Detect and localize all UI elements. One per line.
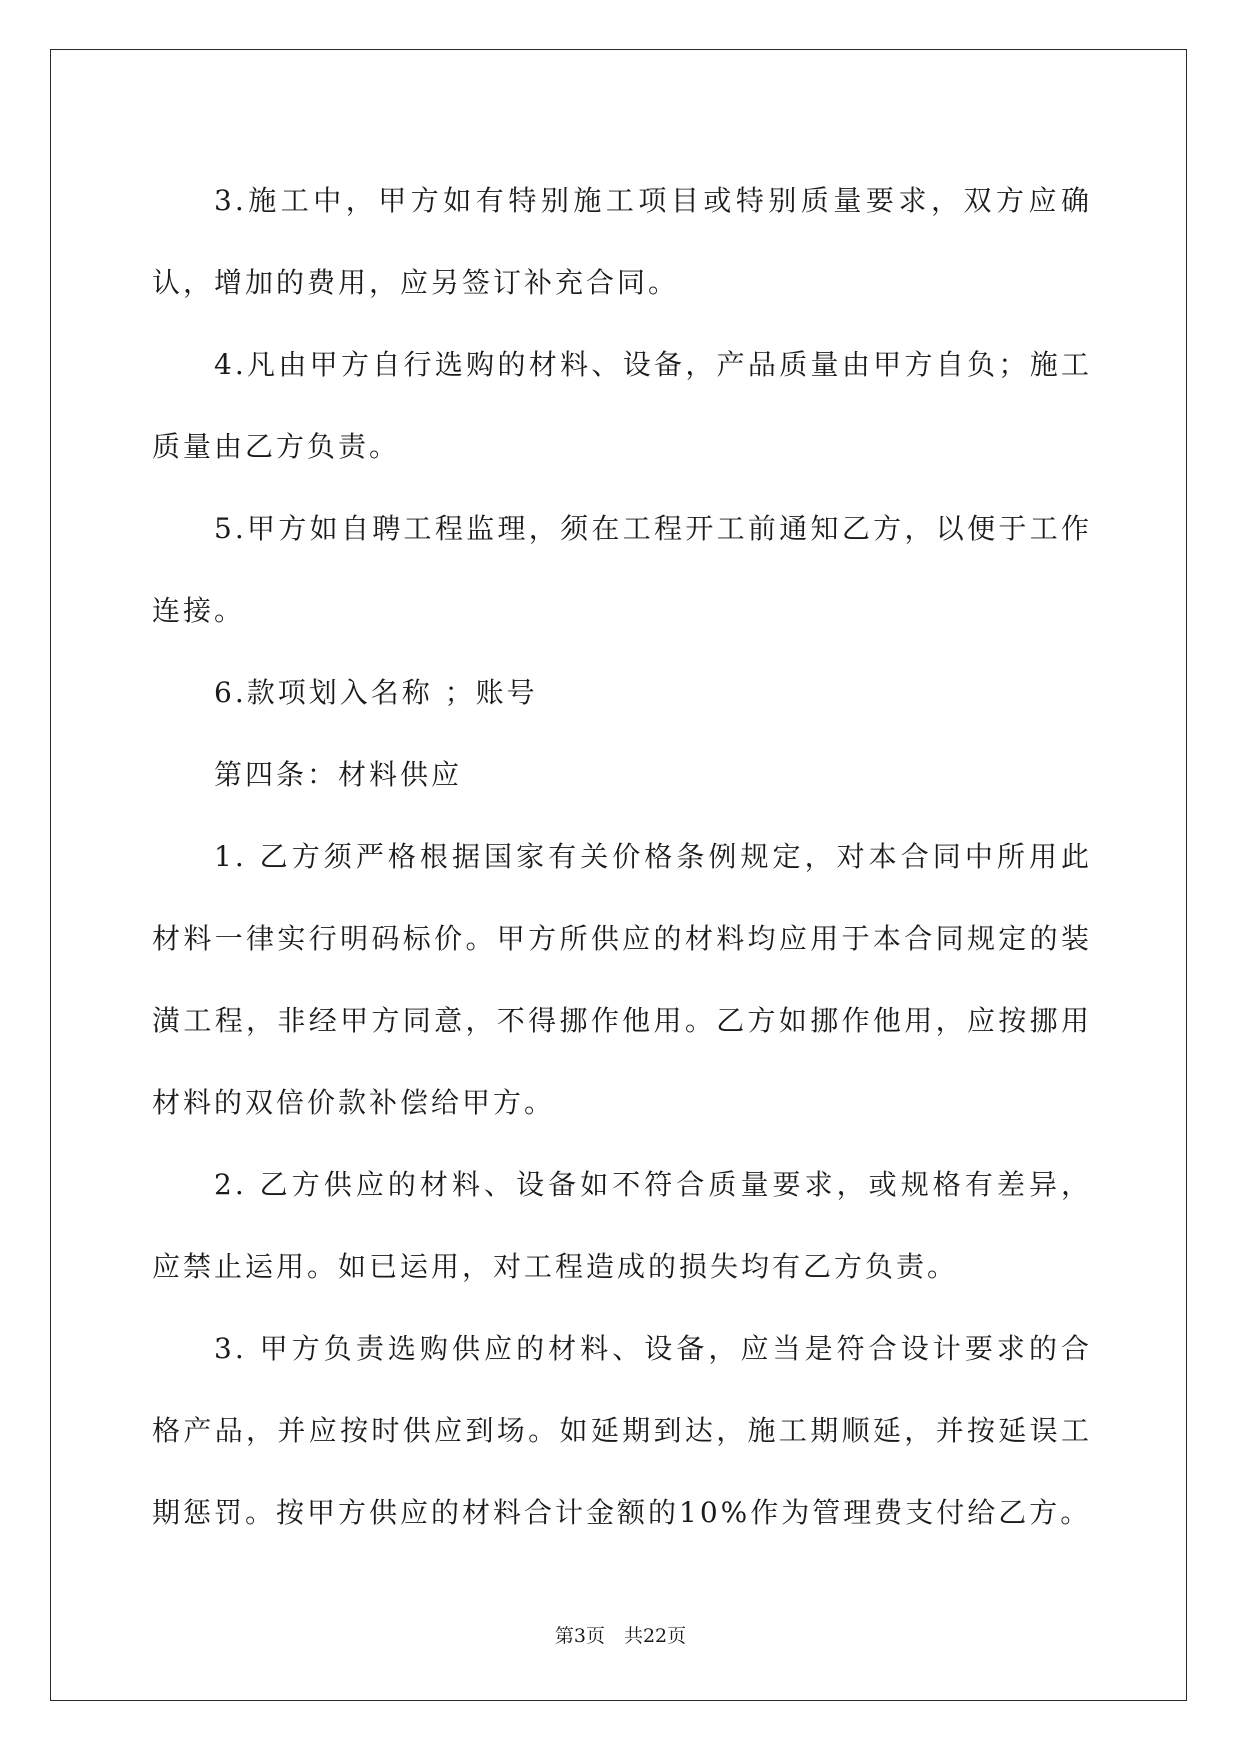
paragraph-clause-4-1: 1. 乙方须严格根据国家有关价格条例规定，对本合同中所用此材料一律实行明码标价。甲方所供应的材料均应用于本合同规定的装潢工程，非经甲方同意，不得挪作他用。乙方如挪作他用，应按挪用材料的双倍价款补偿给甲方。: [152, 840, 1092, 1119]
paragraph-clause-3-4: 4.凡由甲方自行选购的材料、设备，产品质量由甲方自负；施工质量由乙方负责。: [152, 348, 1092, 463]
paragraph-clause-3-3: 3.施工中，甲方如有特别施工项目或特别质量要求，双方应确认，增加的费用，应另签订补充合同。: [152, 184, 1092, 299]
paragraph-clause-4-2: 2. 乙方供应的材料、设备如不符合质量要求，或规格有差异，应禁止运用。如已运用，对工程造成的损失均有乙方负责。: [152, 1168, 1092, 1283]
article-4-heading: 第四条：材料供应: [214, 758, 463, 791]
document-body: [152, 160, 1092, 1554]
paragraph-clause-3-6: 6.款项划入名称 ；账号: [214, 676, 538, 709]
page-number: 第3页 共22页: [554, 1625, 687, 1647]
paragraph-clause-3-5: 5.甲方如自聘工程监理，须在工程开工前通知乙方，以便于工作连接。: [152, 512, 1092, 627]
paragraph-clause-4-3: 3. 甲方负责选购供应的材料、设备，应当是符合设计要求的合格产品，并应按时供应到场。如延期到达，施工期顺延，并按延误工期惩罚。按甲方供应的材料合计金额的10%作为管理费支付给乙方。: [152, 1332, 1092, 1529]
